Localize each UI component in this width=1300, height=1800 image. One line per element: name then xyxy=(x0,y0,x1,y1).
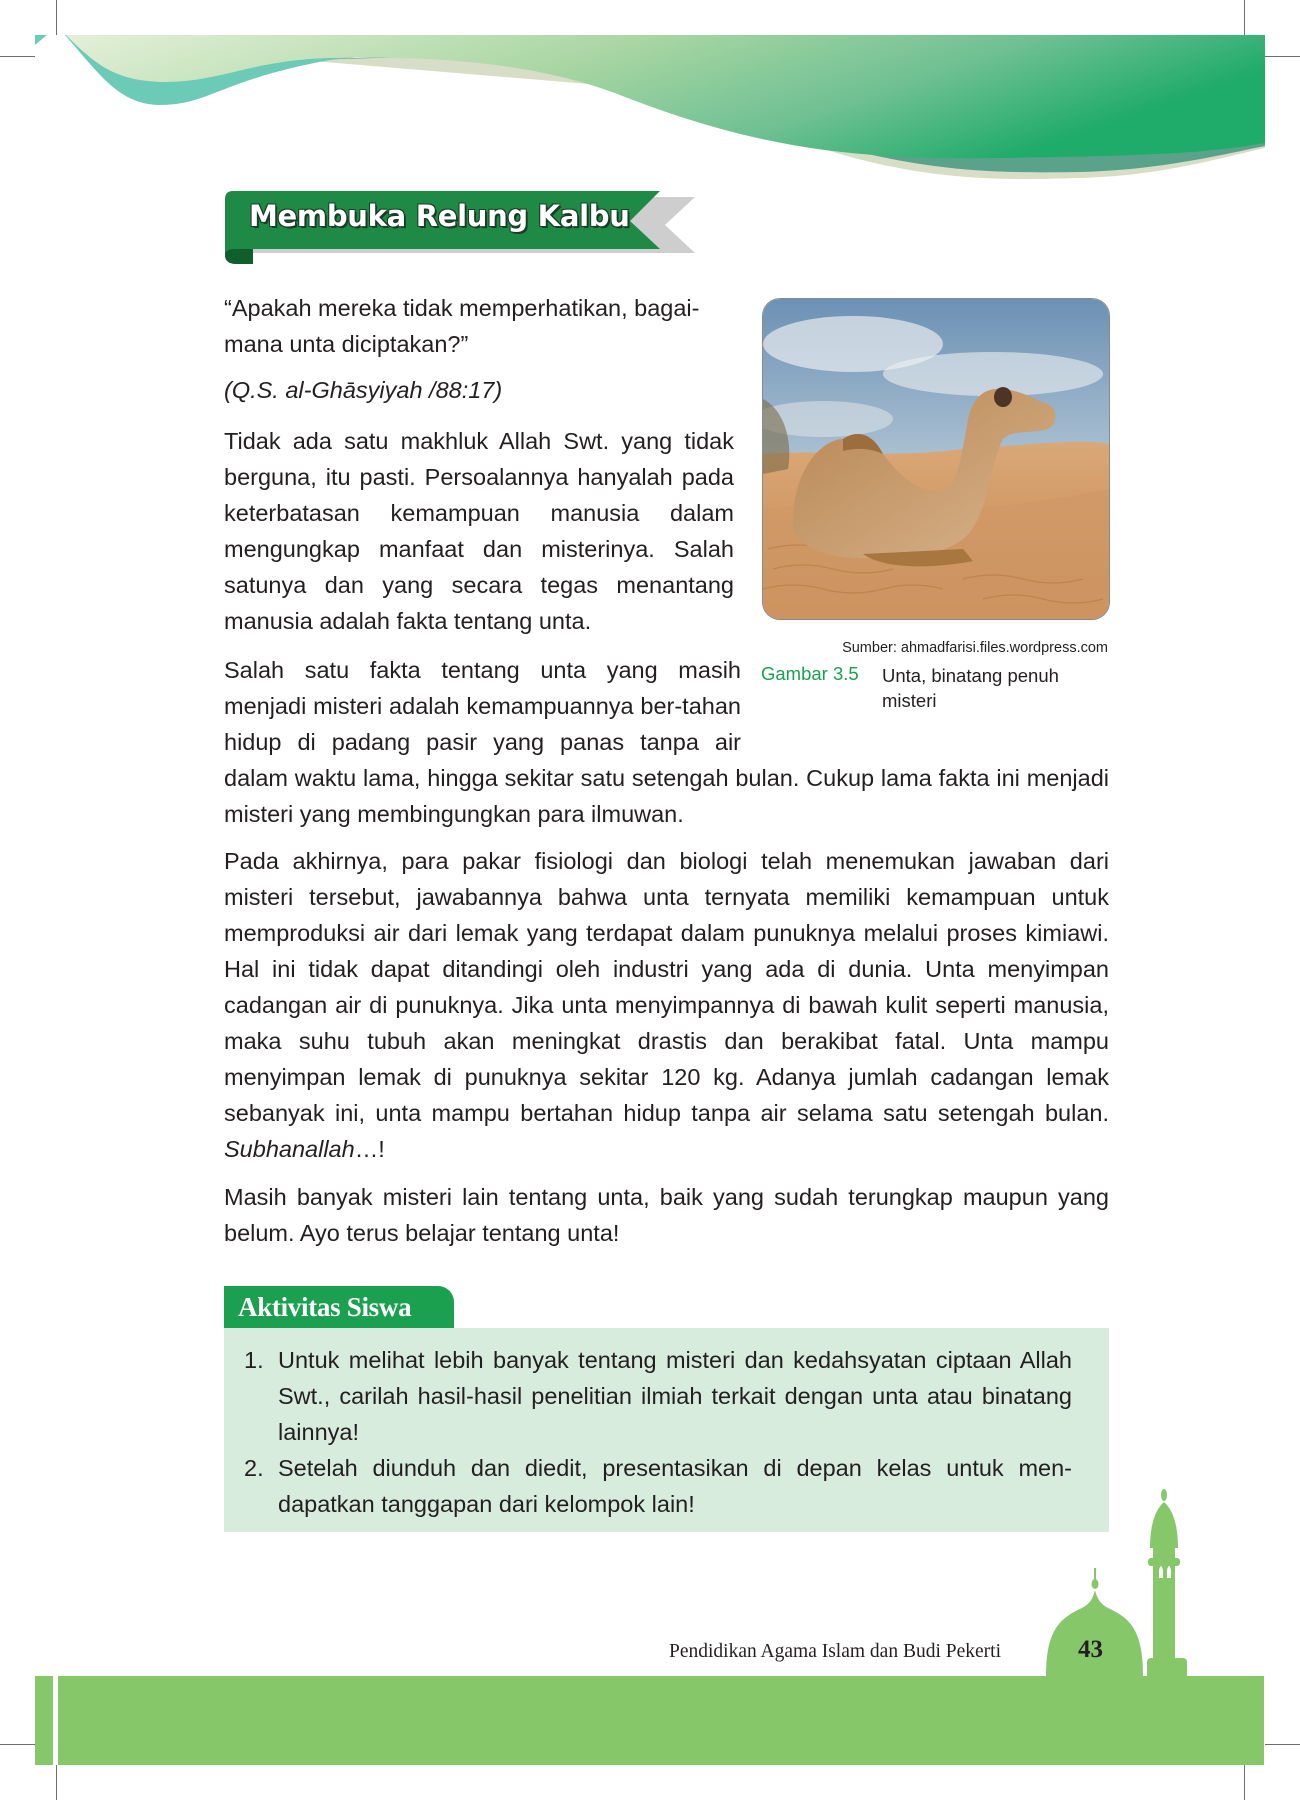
quote-reference: (Q.S. al-Ghāsyiyah /88:17) xyxy=(224,377,503,403)
section-title-banner xyxy=(225,191,695,266)
header-wave-decoration xyxy=(0,0,1300,200)
figure-caption: Unta, binatang penuh misteri xyxy=(882,665,1059,711)
activity-item-text: Setelah diunduh dan diedit, presentasikan di depan kelas untuk men-dapatkan tanggapan dari kelompok lain! xyxy=(278,1455,1072,1517)
activity-item-number: 2. xyxy=(244,1455,264,1481)
activity-item xyxy=(244,1342,1072,1450)
activity-item-text: Untuk melihat lebih banyak tentang misteri dan kedahsyatan ciptaan Allah Swt., carilah hasil-hasil penelitian ilmiah terkait dengan unta atau binatang lainnya! xyxy=(278,1347,1072,1445)
paragraph-closing: Masih banyak misteri lain tentang unta, baik yang sudah terungkap maupun yang belum. Ayo terus belajar tentang unta! xyxy=(224,1184,1109,1246)
figure-source: Sumber: ahmadfarisi.files.wordpress.com xyxy=(842,640,1108,656)
activity-tab xyxy=(224,1286,454,1328)
paragraph-mystery-text: Salah satu fakta tentang unta yang masih menjadi misteri adalah kemampuannya ber-tahan hidup di padang pasir yang panas tanpa air dalam waktu lama, hingga sekitar satu setengah bulan. Cukup lama fakta ini menjadi misteri yang membingungkan para ilmuwan. xyxy=(224,657,1109,827)
paragraph-intro: Tidak ada satu makhluk Allah Swt. yang tidak berguna, itu pasti. Persoalannya hanyalah pada keterbatasan kemampuan manusia dalam mengungkap manfaat dan misterinya. Salah satunya dan yang secara tegas menantang manusia adalah fakta tentang unta. xyxy=(224,428,734,634)
exclamation-tail: …! xyxy=(354,1136,385,1162)
footer-mosque-band xyxy=(0,1480,1300,1800)
activity-item-number: 1. xyxy=(244,1347,264,1373)
quote-text: “Apakah mereka tidak memperhatikan, bagai-mana unta diciptakan?” xyxy=(224,295,700,357)
camel-photo xyxy=(762,298,1110,620)
paragraph-explanation xyxy=(224,843,1109,1167)
exclamation-emphasis: Subhanallah xyxy=(224,1136,355,1162)
paragraph-explanation-text: Pada akhirnya, para pakar fisiologi dan biologi telah menemukan jawaban dari misteri tersebut, jawabannya bahwa unta ternyata memiliki kemampuan untuk memproduksi air dari lemak yang terdapat dalam punuknya melalui proses kimiawi. Hal ini tidak dapat ditandingi oleh industri yang ada di dunia. Unta menyimpan cadangan air di punuknya. Jika unta menyimpannya di bawah kulit seperti manusia, maka suhu tubuh akan meningkat drastis dan berakibat fatal. Unta mampu menyimpan lemak di punuknya sekitar 120 kg. Adanya jumlah cadangan lemak sebanyak ini, unta mampu bertahan hidup tanpa air selama satu setengah bulan. xyxy=(224,848,1109,1126)
figure-label: Gambar 3.5 xyxy=(761,663,859,684)
page-number: 43 xyxy=(1078,1636,1103,1663)
section-title: Membuka Relung Kalbu xyxy=(249,199,630,233)
activity-title: Aktivitas Siswa xyxy=(238,1292,412,1322)
footer-book-title: Pendidikan Agama Islam dan Budi Pekerti xyxy=(669,1641,1001,1662)
